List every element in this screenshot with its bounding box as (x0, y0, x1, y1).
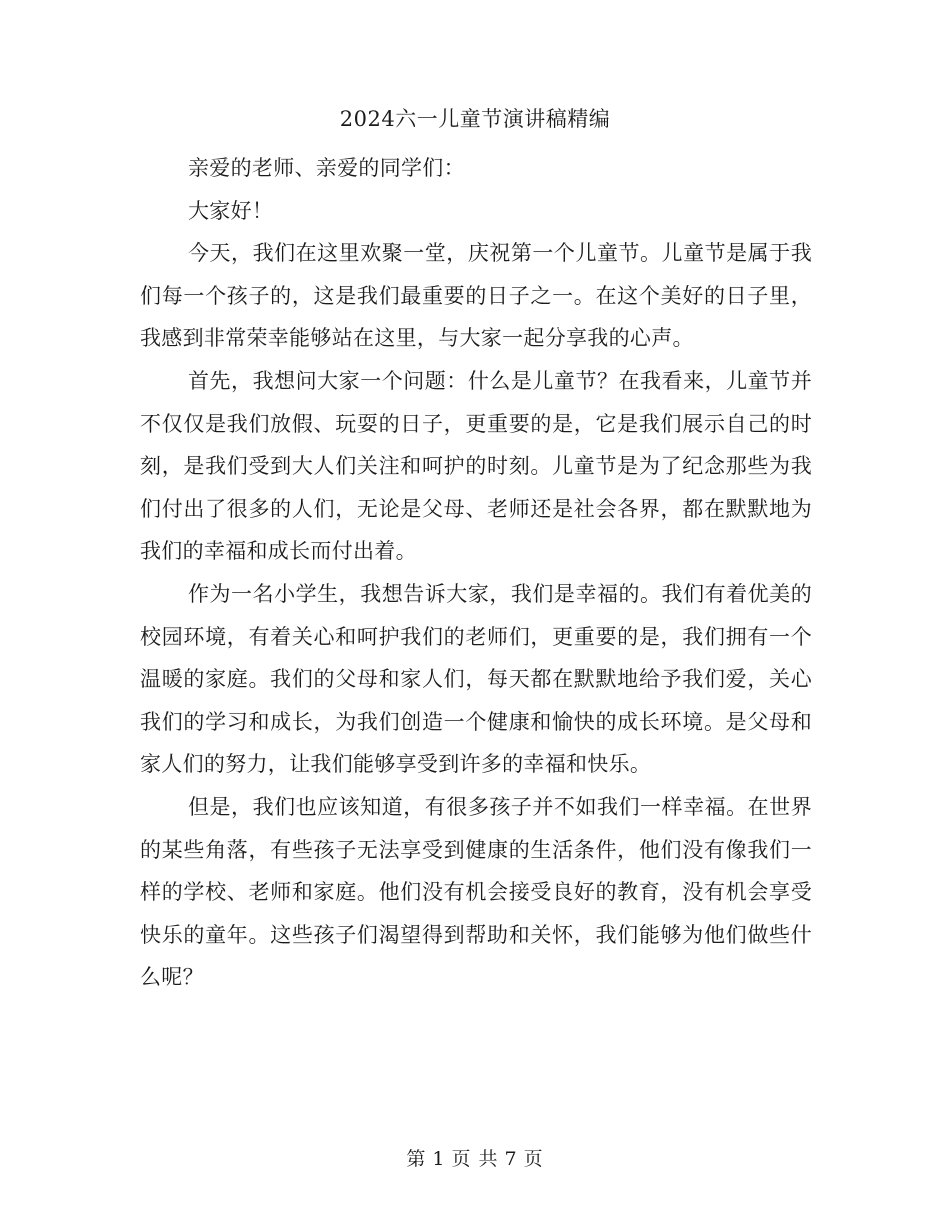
paragraph-4: 但是，我们也应该知道，有很多孩子并不如我们一样幸福。在世界的某些角落，有些孩子无法享受到健康的生活条件，他们没有像我们一样的学校、老师和家庭。他们没有机会接受良好的教育，没有机会享受快乐的童年。这些孩子们渴望得到帮助和关怀，我们能够为他们做些什么呢？ (140, 794, 812, 990)
page-footer (0, 1144, 950, 1174)
footer-page-number: 1 (432, 1148, 446, 1170)
paragraph-3: 作为一名小学生，我想告诉大家，我们是幸福的。我们有着优美的校园环境，有着关心和呵护我们的老师们，更重要的是，我们拥有一个温暖的家庭。我们的父母和家人们，每天都在默默地给予我们爱，关心我们的学习和成长，为我们创造一个健康和愉快的成长环境。是父母和家人们的努力，让我们能够享受到许多的幸福和快乐。 (140, 581, 812, 777)
footer-total-pages: 7 (504, 1148, 518, 1170)
footer-suffix: 页 (523, 1148, 544, 1170)
document-body (140, 147, 812, 999)
paragraph-1: 今天，我们在这里欢聚一堂，庆祝第一个儿童节。儿童节是属于我们每一个孩子的，这是我们最重要的日子之一。在这个美好的日子里，我感到非常荣幸能够站在这里，与大家一起分享我的心声。 (140, 241, 812, 351)
paragraph-2: 首先，我想问大家一个问题：什么是儿童节？在我看来，儿童节并不仅仅是我们放假、玩耍的日子，更重要的是，它是我们展示自己的时刻，是我们受到大人们关注和呵护的时刻。儿童节是为了纪念那些为我们付出了很多的人们，无论是父母、老师还是社会各界，都在默默地为我们的幸福和成长而付出着。 (140, 368, 812, 564)
paragraph-greeting: 大家好！ (188, 198, 274, 223)
paragraph-salutation: 亲爱的老师、亲爱的同学们： (188, 156, 465, 180)
footer-prefix: 第 (406, 1148, 427, 1170)
document-title: 2024六一儿童节演讲稿精编 (339, 107, 611, 131)
footer-middle: 页 共 (451, 1148, 499, 1170)
